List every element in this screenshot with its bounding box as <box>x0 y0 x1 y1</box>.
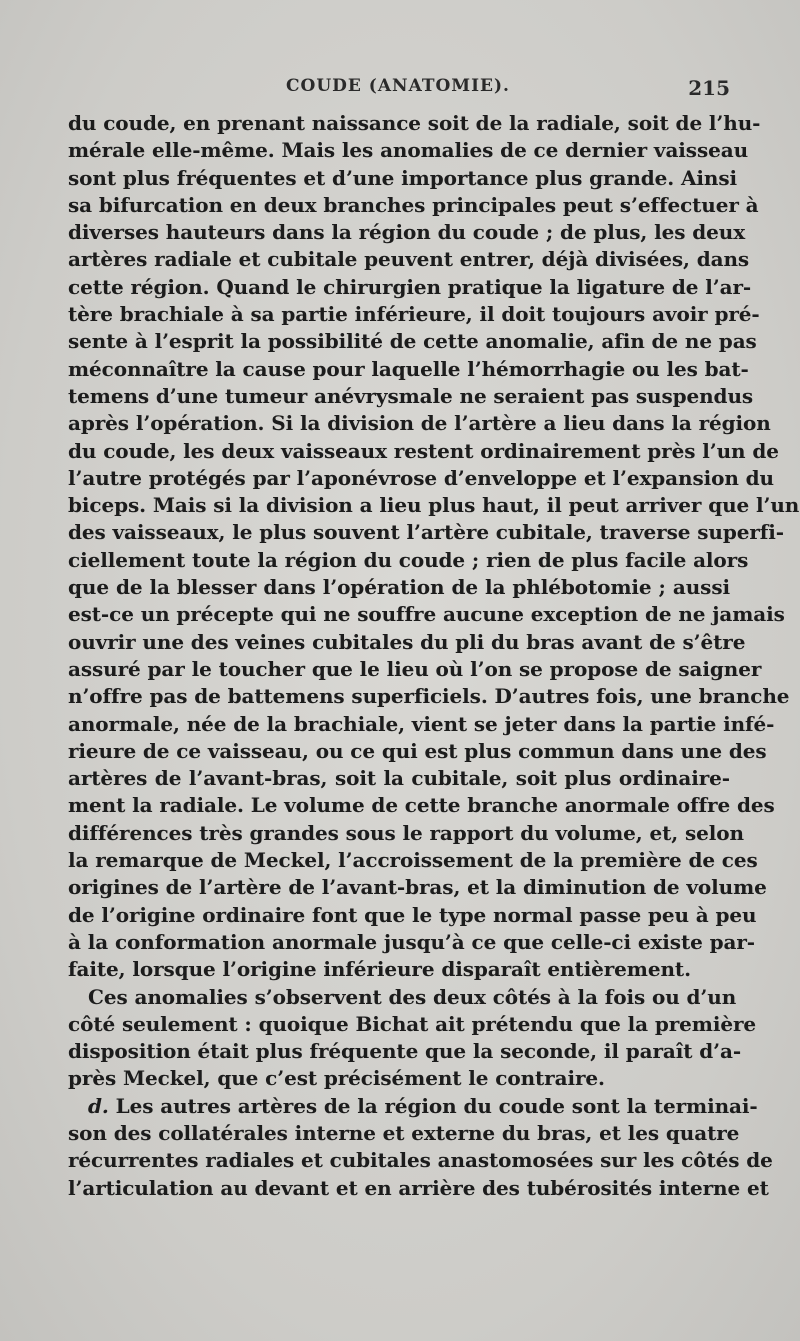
text-line: assuré par le toucher que le lieu où l’on se propose de saigner <box>68 656 762 681</box>
text-line: rieure de ce vaisseau, ou ce qui est plus commun dans une des <box>68 738 767 763</box>
text-line: artères de l’avant-bras, soit la cubitale, soit plus ordinaire- <box>68 766 730 791</box>
text-line: après l’opération. Si la division de l’artère a lieu dans la région <box>68 411 771 436</box>
section-marker: d. <box>88 1093 109 1118</box>
text-line: sa bifurcation en deux branches principales peut s’effectuer à <box>68 192 759 217</box>
text-line: des vaisseaux, le plus souvent l’artère cubitale, traverse superfi- <box>68 520 784 545</box>
text-line: différences très grandes sous le rapport du volume, et, selon <box>68 820 744 845</box>
text-line: cette région. Quand le chirurgien pratique la ligature de l’ar- <box>68 274 752 299</box>
text-line: de l’origine ordinaire font que le type normal passe peu à peu <box>68 902 757 927</box>
page-number: 215 <box>688 76 730 100</box>
text-line: ment la radiale. Le volume de cette branche anormale offre des <box>68 793 775 818</box>
text-line: artères radiale et cubitale peuvent entrer, déjà divisées, dans <box>68 247 750 272</box>
text-line: l’articulation au devant et en arrière des tubérosités interne et <box>68 1175 769 1200</box>
text-line: disposition était plus fréquente que la seconde, il paraît d’a- <box>68 1039 742 1064</box>
text-line: biceps. Mais si la division a lieu plus haut, il peut arriver que l’un <box>68 493 800 518</box>
text-line: que de la blesser dans l’opération de la phlébotomie ; aussi <box>68 575 730 600</box>
text-line: origines de l’artère de l’avant-bras, et la diminution de volume <box>68 875 767 900</box>
text-line: ciellement toute la région du coude ; rien de plus facile alors <box>68 547 749 572</box>
text-line: à la conformation anormale jusqu’à ce que celle-ci existe par- <box>68 929 755 954</box>
text-line: Ces anomalies s’observent des deux côtés à la fois ou d’un <box>88 984 737 1009</box>
text-line: anormale, née de la brachiale, vient se jeter dans la partie infé- <box>68 711 775 736</box>
text-line: son des collatérales interne et externe du bras, et les quatre <box>68 1120 740 1145</box>
text-line: n’offre pas de battemens superficiels. D’autres fois, une branche <box>68 684 790 709</box>
text-line: tère brachiale à sa partie inférieure, il doit toujours avoir pré- <box>68 302 760 327</box>
text-line: ouvrir une des veines cubitales du pli du bras avant de s’être <box>68 629 746 654</box>
page-header <box>66 76 730 106</box>
text-line: est-ce un précepte qui ne souffre aucune exception de ne jamais <box>68 602 785 627</box>
text-line: sont plus fréquentes et d’une importance plus grande. Ainsi <box>68 165 738 190</box>
text-line: sente à l’esprit la possibilité de cette anomalie, afin de ne pas <box>68 329 757 354</box>
text-line <box>68 1093 758 1120</box>
text-line: près Meckel, que c’est précisément le contraire. <box>68 1066 605 1091</box>
body-text <box>68 110 800 1202</box>
text-line: côté seulement : quoique Bichat ait prétendu que la première <box>68 1011 757 1036</box>
text-line: du coude, les deux vaisseaux restent ordinairement près l’un de <box>68 438 779 463</box>
text-line: l’autre protégés par l’aponévrose d’enveloppe et l’expansion du <box>68 465 774 490</box>
text-line: faite, lorsque l’origine inférieure disparaît entièrement. <box>68 957 691 982</box>
text-line: méconnaître la cause pour laquelle l’hémorrhagie ou les bat- <box>68 356 749 381</box>
running-title: COUDE (ANATOMIE). <box>286 76 510 96</box>
text-line: du coude, en prenant naissance soit de la radiale, soit de l’hu- <box>68 111 761 135</box>
text-line-content: Les autres artères de la région du coude sont la terminai- <box>108 1093 758 1118</box>
text-line: la remarque de Meckel, l’accroissement de la première de ces <box>68 848 758 873</box>
text-line: récurrentes radiales et cubitales anastomosées sur les côtés de <box>68 1148 773 1173</box>
text-line: mérale elle-même. Mais les anomalies de ce dernier vaisseau <box>68 138 749 163</box>
text-line: temens d’une tumeur anévrysmale ne seraient pas suspendus <box>68 383 754 408</box>
text-line: diverses hauteurs dans la région du coude ; de plus, les deux <box>68 220 746 245</box>
